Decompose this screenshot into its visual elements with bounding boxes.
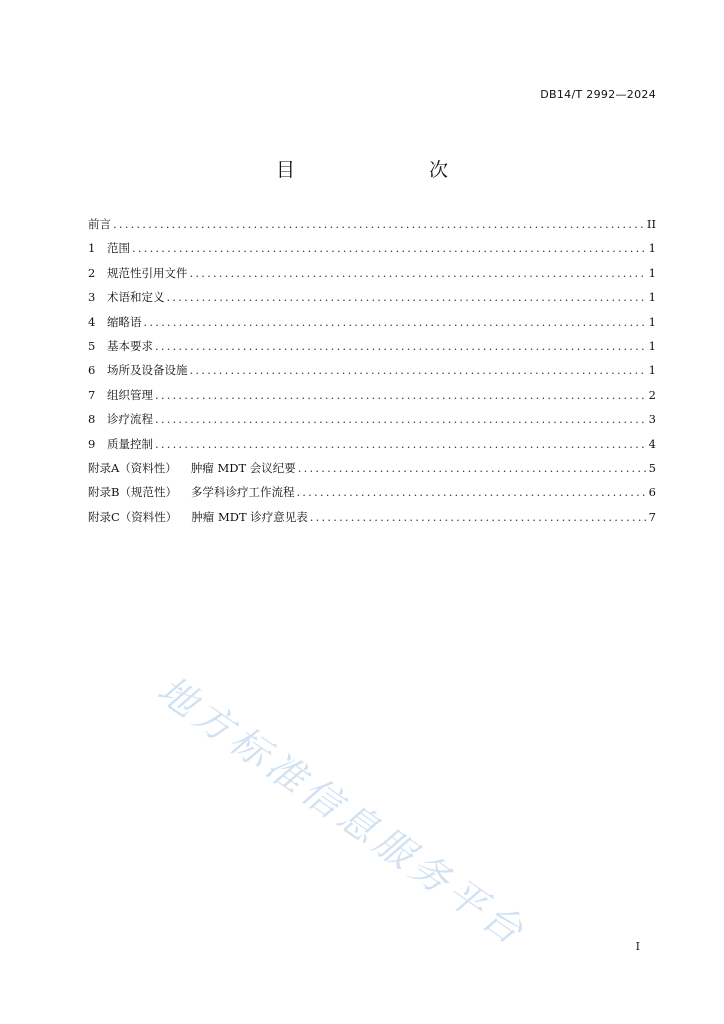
toc-leader-dots — [190, 363, 647, 377]
toc-entry-page: 1 — [648, 338, 656, 353]
toc-leader-dots — [144, 315, 647, 329]
toc-entry-number: 附录B（规范性） — [88, 485, 177, 500]
toc-entry-page: 7 — [648, 509, 656, 524]
toc-entry-diagnosis-process[interactable] — [88, 411, 656, 435]
toc-entry-number: 2 — [88, 265, 96, 280]
toc-entry-page: 5 — [648, 460, 656, 475]
toc-entry-number: 1 — [88, 241, 96, 256]
toc-entry-label: 前言 — [88, 217, 111, 231]
toc-leader-dots — [132, 241, 647, 255]
page-number: I — [635, 940, 640, 953]
toc-entry-normative-references[interactable] — [88, 265, 656, 289]
toc-entry-page: II — [646, 217, 656, 231]
toc-entry-appendix-b[interactable] — [88, 484, 656, 508]
toc-leader-dots — [296, 485, 646, 499]
toc-entry-number: 7 — [88, 387, 96, 402]
toc-entry-number: 5 — [88, 338, 96, 353]
toc-entry-label: 诊疗流程 — [107, 412, 153, 427]
toc-entry-basic-requirements[interactable] — [88, 338, 656, 362]
toc-entry-label: 范围 — [107, 241, 130, 256]
toc-entry-page: 3 — [648, 412, 656, 427]
toc-entry-page: 1 — [648, 314, 656, 329]
toc-entry-facilities[interactable] — [88, 362, 656, 386]
toc-entry-page: 1 — [648, 265, 656, 280]
toc-entry-foreword[interactable] — [88, 216, 656, 240]
toc-entry-label: 多学科诊疗工作流程 — [190, 485, 295, 500]
toc-entry-page: 1 — [648, 290, 656, 305]
toc-leader-dots — [310, 510, 647, 524]
standard-code: DB14/T 2992—2024 — [540, 88, 656, 101]
toc-entry-label: 组织管理 — [107, 387, 153, 402]
toc-entry-page: 2 — [648, 387, 656, 402]
toc-entry-label: 场所及设备设施 — [107, 363, 188, 378]
toc-entry-number: 8 — [88, 412, 96, 427]
toc-entry-label: 缩略语 — [107, 314, 142, 329]
toc-entry-number: 附录C（资料性） — [88, 509, 178, 524]
toc-leader-dots — [155, 388, 647, 402]
toc-entry-number: 3 — [88, 290, 96, 305]
toc-leader-dots — [190, 266, 647, 280]
toc-entry-page: 6 — [648, 485, 656, 500]
toc-entry-page: 1 — [648, 241, 656, 256]
toc-entry-number: 4 — [88, 314, 96, 329]
toc-entry-label: 质量控制 — [107, 436, 153, 451]
toc-entry-page: 1 — [648, 363, 656, 378]
toc-entry-number: 附录A（资料性） — [88, 460, 177, 475]
watermark-text: 地方标准信息服务平台 — [149, 667, 536, 956]
toc-leader-dots — [155, 412, 647, 426]
toc-entry-abbreviations[interactable] — [88, 314, 656, 338]
toc-entry-number: 6 — [88, 363, 96, 378]
toc-entry-organization[interactable] — [88, 387, 656, 411]
toc-leader-dots — [298, 461, 647, 475]
toc-entry-label: 肿瘤 MDT 会议纪要 — [190, 460, 296, 475]
toc-entry-label: 肿瘤 MDT 诊疗意见表 — [191, 509, 308, 524]
toc-entry-terms-definitions[interactable] — [88, 289, 656, 313]
toc-leader-dots — [167, 290, 647, 304]
toc-entry-appendix-c[interactable] — [88, 509, 656, 533]
toc-entry-label: 基本要求 — [107, 338, 153, 353]
toc-entry-label: 术语和定义 — [107, 290, 165, 305]
toc-entry-scope[interactable] — [88, 240, 656, 264]
toc-leader-dots — [113, 217, 645, 231]
toc-title: 目 次 — [275, 159, 480, 181]
toc-entry-number: 9 — [88, 436, 96, 451]
toc-entry-page: 4 — [648, 436, 656, 451]
toc-entry-appendix-a[interactable] — [88, 460, 656, 484]
toc-entry-label: 规范性引用文件 — [107, 265, 188, 280]
toc-leader-dots — [155, 339, 647, 353]
toc-entry-quality-control[interactable] — [88, 436, 656, 460]
toc-leader-dots — [155, 437, 647, 451]
table-of-contents — [88, 216, 656, 533]
